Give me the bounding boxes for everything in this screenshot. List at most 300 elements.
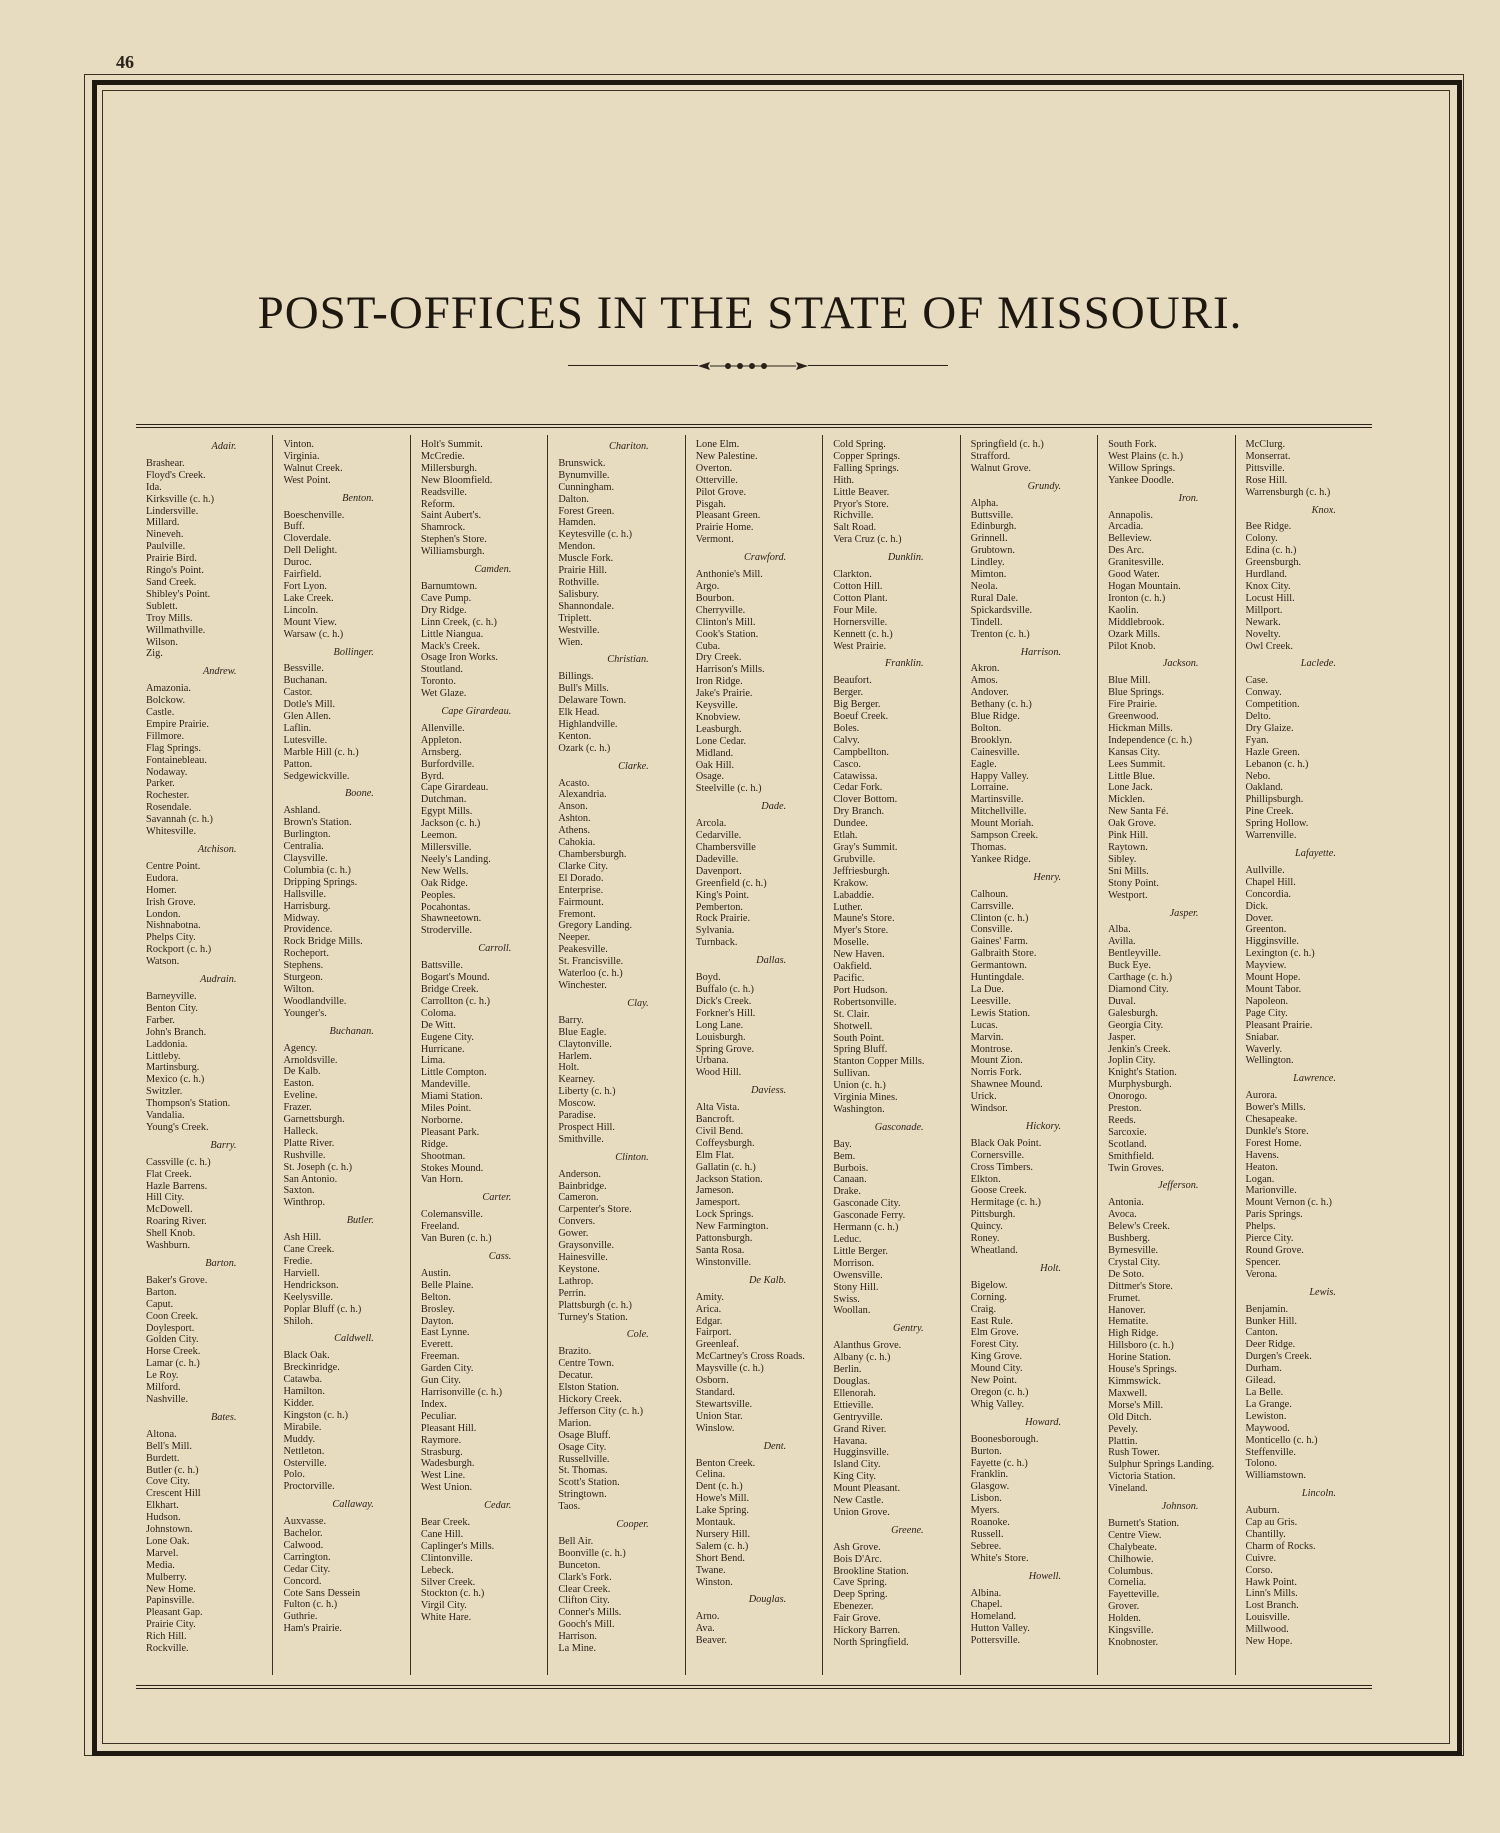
post-office-entry: Sulphur Springs Landing. (1108, 1459, 1215, 1471)
post-office-entry: Paulville. (146, 541, 186, 553)
post-office-entry: Sullivan. (833, 1068, 871, 1080)
county-heading: Greene. (891, 1524, 924, 1536)
post-office-entry: Cameron. (558, 1192, 599, 1204)
county-heading: Cass. (488, 1251, 512, 1262)
post-office-entry: Maune's Store. (833, 913, 895, 925)
title-ornament-divider (568, 360, 948, 372)
county-heading: Caldwell. (334, 1333, 374, 1345)
post-office-entry: Bynumville. (558, 469, 610, 481)
post-office-entry: Case. (1245, 675, 1269, 687)
post-office-entry: Port Hudson. (833, 984, 888, 996)
post-office-entry: Consville. (970, 924, 1013, 936)
county-heading: Lafayette. (1295, 848, 1336, 859)
post-office-entry: Granitesville. (1108, 557, 1164, 569)
post-office-entry: South Point. (833, 1032, 885, 1044)
post-office-entry: Pittsville. (1245, 462, 1285, 474)
post-office-entry: Greenleaf. (695, 1339, 739, 1351)
post-office-entry: Oak Grove. (1108, 818, 1157, 830)
post-office-entry: Roanoke. (970, 1517, 1010, 1529)
post-office-entry: Hamilton. (283, 1386, 325, 1398)
post-office-entry: Marvel. (146, 1547, 179, 1559)
post-office-entry: Bay. (833, 1138, 852, 1150)
post-office-entry: Luther. (833, 901, 863, 913)
post-office-entry: Des Arc. (1108, 545, 1145, 557)
post-office-entry: West Prairie. (833, 640, 887, 652)
county-heading: Knox. (1311, 504, 1336, 516)
county-heading: Barry. (210, 1139, 237, 1151)
post-office-entry: Thomas. (970, 842, 1007, 853)
post-office-entry: Canaan. (833, 1174, 867, 1186)
post-office-entry: Platte River. (283, 1137, 335, 1149)
post-office-entry: Owl Creek. (1245, 640, 1293, 652)
column-1 (136, 435, 273, 1675)
post-office-entry: Forkner's Hill. (695, 1007, 756, 1019)
post-office-entry: Littleby. (146, 1050, 181, 1062)
post-office-entry: Breckinridge. (283, 1362, 340, 1374)
post-office-entry: Rush Tower. (1108, 1447, 1160, 1459)
post-office-entry: Winstonville. (695, 1256, 752, 1268)
post-office-entry: La Belle. (1245, 1386, 1284, 1398)
county-heading: Iron. (1178, 492, 1199, 504)
post-office-entry: Jameson. (695, 1185, 734, 1197)
post-office-entry: Stewartsville. (695, 1398, 753, 1410)
post-office-entry: Short Bend. (695, 1552, 745, 1564)
post-office-entry: Hermitage (c. h.) (970, 1197, 1041, 1209)
post-office-entry: Gaines' Farm. (970, 936, 1028, 948)
post-office-entry: Belle Plaine. (420, 1279, 474, 1291)
post-office-entry: Lone Cedar. (695, 735, 747, 747)
post-office-entry: Spencer. (1245, 1256, 1281, 1268)
post-office-entry: Antonia. (1108, 1197, 1144, 1209)
post-office-entry: La Grange. (1245, 1398, 1292, 1410)
post-office-entry: Gasconade City. (833, 1198, 901, 1210)
post-office-entry: Gentryville. (833, 1411, 883, 1423)
post-office-entry: Lebanon (c. h.) (1245, 758, 1309, 770)
post-office-entry: Arno. (695, 1611, 720, 1623)
post-office-entry: Gallatin (c. h.) (695, 1161, 756, 1173)
post-office-entry: Old Ditch. (1108, 1411, 1152, 1423)
post-office-entry: Ozark (c. h.) (558, 742, 611, 754)
post-office-entry: Homer. (146, 884, 177, 896)
county-heading: Lincoln. (1301, 1488, 1336, 1500)
post-office-entry: Muddy. (283, 1433, 316, 1445)
post-office-entry: Wilson. (146, 636, 178, 648)
post-office-entry: Edinburgh. (970, 521, 1017, 533)
post-office-entry: Boonesborough. (970, 1433, 1039, 1445)
post-office-entry: Cotton Plant. (833, 592, 888, 604)
post-office-entry: Louisville. (1245, 1612, 1290, 1624)
post-office-entry: Hickory Barren. (833, 1625, 901, 1637)
post-office-entry: Polo. (283, 1469, 305, 1481)
post-office-entry: Linn Creek, (c. h.) (420, 616, 497, 628)
post-office-entry: Cahokia. (558, 837, 596, 849)
post-office-entry: Belleview. (1108, 533, 1152, 545)
post-office-entry: Barton. (146, 1286, 177, 1298)
post-office-entry: Montrose. (970, 1043, 1013, 1055)
county-heading: Adair. (211, 441, 237, 452)
post-office-entry: Dell Delight. (283, 545, 338, 557)
post-office-entry: Lake Spring. (695, 1505, 749, 1517)
post-office-entry: Sibley. (1108, 853, 1137, 865)
post-office-entry: McCredie. (420, 450, 465, 462)
post-office-entry: Brooklyn. (970, 734, 1013, 746)
post-office-entry: John's Branch. (146, 1026, 207, 1038)
post-office-entry: Mack's Creek. (420, 640, 480, 652)
post-office-entry: Shibley's Point. (146, 588, 211, 600)
post-office-entry: Appleton. (420, 734, 462, 746)
post-office-entry: Van Buren (c. h.) (420, 1233, 492, 1245)
post-office-entry: Concordia. (1245, 888, 1291, 900)
post-office-entry: Kaolin. (1108, 604, 1139, 616)
post-office-entry: Strafford. (970, 450, 1011, 462)
post-office-entry: Elm Grove. (970, 1327, 1019, 1339)
post-office-entry: Waterloo (c. h.) (558, 968, 623, 980)
post-office-entry: Middlebrook. (1108, 616, 1165, 628)
post-office-entry: Urbana. (695, 1055, 729, 1067)
post-office-entry: Millport. (1245, 604, 1283, 616)
post-office-entry: Pleasant Hill. (420, 1422, 477, 1434)
post-office-entry: Hutton Valley. (970, 1623, 1030, 1635)
post-office-entry: Dry Creek. (695, 652, 742, 664)
post-office-entry: Coon Creek. (146, 1310, 199, 1322)
post-office-entry: Rich Hill. (146, 1631, 187, 1643)
post-office-entry: New Castle. (833, 1495, 884, 1507)
county-heading: Carroll. (478, 943, 512, 955)
post-office-entry: Kearney. (558, 1074, 596, 1086)
post-office-entry: Campbellton. (833, 746, 889, 758)
post-office-entry: Duval. (1108, 995, 1136, 1007)
post-office-entry: Ringo's Point. (146, 565, 204, 577)
post-office-entry: Winchester. (558, 979, 607, 991)
post-office-entry: Trenton (c. h.) (970, 628, 1030, 640)
post-office-entry: Shawnee Mound. (970, 1079, 1043, 1091)
post-office-entry: Prospect Hill. (558, 1121, 615, 1133)
post-office-entry: Floyd's Creek. (146, 469, 206, 481)
post-office-entry: Overton. (695, 462, 733, 474)
post-office-entry: Keytesville (c. h.) (558, 529, 633, 541)
county-heading: Boone. (344, 788, 374, 800)
post-office-entry: Salt Road. (833, 522, 877, 534)
post-office-entry: Pleasant Park. (420, 1126, 480, 1138)
post-office-entry: Havana. (833, 1435, 868, 1447)
post-office-entry: Gray's Summit. (833, 842, 898, 853)
post-office-entry: Woodlandville. (283, 995, 347, 1007)
column-7 (961, 435, 1098, 1675)
post-office-entry: Fairport. (695, 1327, 732, 1339)
post-office-entry: Morse's Mill. (1108, 1399, 1164, 1411)
post-office-entry: Edina (c. h.) (1245, 545, 1297, 557)
post-office-entry: Flag Springs. (146, 742, 201, 754)
post-office-entry: Buttsville. (970, 509, 1014, 521)
post-office-entry: Ash Grove. (833, 1541, 881, 1553)
post-office-entry: Nettleton. (283, 1445, 325, 1457)
post-office-entry: Mound City. (970, 1363, 1023, 1375)
post-office-entry: Jackson Station. (695, 1173, 763, 1185)
post-office-entry: Garnettsburgh. (283, 1114, 345, 1126)
post-office-entry: Otterville. (695, 474, 738, 486)
post-office-entry: Harrisburg. (283, 900, 331, 912)
post-office-entry: Boeschenville. (283, 509, 345, 521)
post-office-entry: Vermont. (695, 534, 734, 546)
post-office-entry: Mount Pleasant. (833, 1483, 901, 1495)
post-office-entry: Peoples. (420, 889, 456, 901)
post-office-entry: East Rule. (970, 1315, 1013, 1327)
post-office-entry: Shiloh. (283, 1315, 313, 1327)
post-office-entry: Windsor. (970, 1103, 1008, 1115)
post-office-entry: Strasburg. (420, 1446, 463, 1458)
post-office-entry: Cave Spring. (833, 1577, 887, 1589)
post-office-entry: Monserrat. (1245, 450, 1291, 462)
post-office-entry: Burton. (970, 1445, 1002, 1457)
post-office-entry: Durham. (1245, 1363, 1282, 1375)
post-office-entry: Martinsville. (970, 794, 1024, 806)
county-heading: Bates. (210, 1411, 237, 1423)
post-office-entry: Arnoldsville. (283, 1054, 338, 1066)
post-office-entry: Aullville. (1245, 864, 1285, 876)
post-office-entry: Bigelow. (970, 1279, 1008, 1291)
post-office-entry: Pleasant Prairie. (1245, 1019, 1313, 1031)
post-office-entry: Fort Lyon. (283, 580, 327, 592)
post-office-entry: Dayton. (420, 1315, 454, 1327)
post-office-entry: Burdett. (146, 1452, 180, 1464)
post-office-entry: Sarcoxie. (1108, 1126, 1147, 1138)
post-office-entry: Mount Hope. (1245, 972, 1301, 984)
post-office-entry: Kimmswick. (1108, 1375, 1161, 1387)
post-office-entry: Empire Prairie. (146, 718, 209, 730)
post-office-entry: Mount Tabor. (1245, 983, 1302, 995)
post-office-entry: Graysonville. (558, 1240, 615, 1252)
post-office-entry: El Dorado. (558, 872, 604, 884)
post-office-entry: McCartney's Cross Roads. (695, 1351, 805, 1363)
post-office-entry: Dick's Creek. (695, 995, 752, 1007)
post-office-entry: Hill City. (146, 1192, 185, 1204)
post-office-entry: Stockton (c. h.) (420, 1588, 485, 1600)
post-office-entry: King Grove. (970, 1351, 1023, 1363)
post-office-entry: Pemberton. (695, 901, 743, 913)
post-office-entry: Aurora. (1245, 1090, 1278, 1102)
post-office-entry: Benjamin. (1245, 1303, 1289, 1315)
post-office-entry: Cave Pump. (420, 592, 472, 604)
post-office-entry: Glasgow. (970, 1481, 1010, 1493)
post-office-entry: Garden City. (420, 1363, 474, 1375)
post-office-entry: Kidder. (283, 1397, 315, 1409)
post-office-entry: Freeland. (420, 1221, 460, 1233)
post-office-entry: Hazle Barrens. (146, 1180, 208, 1192)
post-office-entry: Clintonville. (420, 1552, 473, 1564)
post-office-entry: West Plains (c. h.) (1108, 450, 1184, 462)
county-heading: Grundy. (1027, 480, 1062, 492)
post-office-entry: Phelps City. (146, 932, 196, 944)
county-heading: Douglas. (748, 1594, 787, 1606)
post-office-entry: Rushville. (283, 1149, 326, 1161)
post-office-entry: Smithfield. (1108, 1150, 1155, 1162)
post-office-entry: Clover Bottom. (833, 794, 898, 806)
post-office-entry: Little Compton. (420, 1067, 487, 1079)
post-office-entry: Proctorville. (283, 1481, 335, 1493)
post-office-entry: Brookline Station. (833, 1565, 909, 1577)
post-office-entry: Micklen. (1108, 794, 1145, 806)
post-office-entry: Grinnell. (970, 533, 1008, 545)
column-9 (1236, 435, 1372, 1675)
post-office-entry: Forest Home. (1245, 1137, 1302, 1149)
post-office-entry: New Palestine. (695, 450, 758, 462)
post-office-entry: Copper Springs. (833, 450, 901, 462)
post-office-entry: Stringtown. (558, 1489, 607, 1501)
county-heading: Buchanan. (329, 1025, 374, 1037)
post-office-entry: Laflin. (283, 722, 312, 734)
county-heading: De Kalb. (749, 1274, 787, 1286)
post-office-entry: Buffalo (c. h.) (695, 983, 754, 995)
post-office-entry: Amity. (695, 1291, 724, 1303)
post-office-entry: Smithville. (558, 1133, 604, 1145)
county-heading: Bollinger. (333, 646, 374, 658)
post-office-entry: Round Grove. (1245, 1245, 1304, 1256)
post-office-entry: Standard. (695, 1386, 735, 1398)
post-office-entry: Whitesville. (146, 826, 197, 838)
post-office-entry: Elston Station. (558, 1382, 619, 1394)
post-office-entry: Concord. (283, 1575, 322, 1587)
post-office-entry: Nashville. (146, 1393, 189, 1405)
post-office-entry: Bushberg. (1108, 1233, 1150, 1245)
post-office-entry: Miles Point. (420, 1103, 472, 1115)
post-office-entry: Hanover. (1108, 1304, 1146, 1316)
post-office-entry: Wadesburgh. (420, 1458, 475, 1470)
post-office-entry: Buff. (283, 521, 305, 533)
post-office-entry: Reeds. (1108, 1114, 1136, 1126)
post-office-entry: Leemon. (420, 830, 458, 842)
post-office-entry: Zig. (146, 648, 163, 660)
post-office-entry: Elkhart. (146, 1500, 179, 1512)
post-office-entry: Good Water. (1108, 569, 1160, 581)
post-office-entry: Winthrop. (283, 1197, 326, 1209)
post-office-entry: Blue Springs. (1108, 687, 1165, 699)
post-office-entry: Burnett's Station. (1108, 1517, 1180, 1529)
post-office-entry: Mount Moriah. (970, 818, 1034, 830)
post-office-entry: Nursery Hill. (695, 1528, 751, 1540)
post-office-entry: Santa Rosa. (695, 1245, 745, 1256)
post-office-entry: Greensburgh. (1245, 557, 1302, 569)
post-office-entry: Battsville. (420, 960, 463, 972)
post-office-entry: Union Star. (695, 1410, 743, 1422)
post-office-entry: Dalton. (558, 493, 589, 505)
county-heading: Callaway. (332, 1499, 374, 1511)
post-office-entry: Anson. (558, 801, 588, 813)
post-office-entry: Lincoln. (283, 604, 319, 616)
post-office-entry: Pottersville. (970, 1635, 1021, 1647)
post-office-entry: Boeuf Creek. (833, 711, 889, 723)
post-office-entry: Dry Branch. (833, 806, 885, 818)
post-office-entry: Hurdland. (1245, 569, 1287, 581)
post-office-entry: Ham's Prairie. (283, 1623, 342, 1635)
post-office-entry: Lewiston. (1245, 1410, 1287, 1422)
post-office-entry: Forest City. (970, 1339, 1019, 1351)
post-office-entry: Plattsburgh (c. h.) (558, 1299, 632, 1311)
post-office-entry: Pittsburgh. (970, 1209, 1016, 1221)
post-office-entry: Blue Mill. (1108, 675, 1151, 687)
post-office-entry: Conner's Mills. (558, 1607, 622, 1619)
post-office-entry: Grubtown. (970, 545, 1015, 557)
post-office-entry: Claytonville. (558, 1038, 612, 1050)
post-office-entry: Stony Hill. (833, 1281, 879, 1293)
county-heading: Harrison. (1020, 646, 1062, 658)
post-office-entry: Rose Hill. (1245, 474, 1288, 486)
post-office-entry: Chantilly. (1245, 1528, 1286, 1540)
post-office-entry: Barry. (558, 1014, 584, 1026)
post-office-entry: Wellington. (1245, 1055, 1294, 1067)
post-office-entry: Midland. (695, 747, 734, 759)
post-office-entry: Enterprise. (558, 884, 604, 896)
county-heading: Holt. (1040, 1262, 1062, 1274)
post-office-entry: Doylesport. (146, 1322, 195, 1334)
post-office-entry: Cook's Station. (695, 628, 759, 640)
post-office-entry: Rock Prairie. (695, 913, 751, 925)
post-office-entry: Conway. (1245, 687, 1282, 699)
post-office-entry: Cuivre. (1245, 1552, 1277, 1564)
post-office-entry: Salisbury. (558, 588, 600, 600)
post-office-entry: Pierce City. (1245, 1233, 1294, 1245)
post-office-entry: Deer Ridge. (1245, 1339, 1296, 1351)
post-office-entry: Arcola. (695, 818, 727, 830)
post-office-entry: Clarke City. (558, 860, 608, 872)
post-office-entry: Hallsville. (283, 888, 327, 900)
post-office-entry: Greenwood. (1108, 711, 1159, 723)
post-office-entry: Bridge Creek. (420, 983, 479, 995)
post-office-entry: Alpha. (970, 497, 999, 509)
post-office-entry: Durgen's Creek. (1245, 1351, 1312, 1363)
post-office-entry: Cold Spring. (833, 439, 886, 450)
post-office-entry: Higginsville. (1245, 936, 1299, 948)
post-office-entry: Neely's Landing. (420, 853, 491, 865)
post-office-entry: King's Point. (695, 889, 750, 901)
post-office-entry: Centralia. (283, 841, 324, 853)
post-office-entry: Baker's Grove. (146, 1274, 208, 1286)
post-office-entry: Prairie Bird. (146, 553, 197, 565)
post-office-entry: Claysville. (283, 853, 328, 864)
post-office-entry: Lisbon. (970, 1493, 1002, 1505)
post-office-entry: Brunswick. (558, 457, 606, 469)
post-office-entry: Osage Iron Works. (420, 652, 498, 664)
post-office-entry: Brashear. (146, 457, 185, 469)
post-office-entry: Dundee. (833, 818, 868, 830)
post-office-entry: Watson. (146, 956, 180, 968)
post-office-entry: Grover. (1108, 1601, 1140, 1613)
post-office-entry: Sebree. (970, 1540, 1002, 1552)
post-office-entry: Ironton (c. h.) (1108, 592, 1166, 604)
post-office-entry: Clark's Fork. (558, 1571, 612, 1583)
post-office-entry: Burbois. (833, 1162, 869, 1174)
post-office-entry: Osborn. (695, 1375, 729, 1387)
post-office-entry: Robertsonville. (833, 996, 897, 1008)
post-office-entry: Island City. (833, 1459, 881, 1471)
county-heading: Henry. (1033, 871, 1062, 883)
post-office-entry: Guthrie. (283, 1611, 318, 1623)
post-office-entry: Steffenville. (1245, 1446, 1296, 1458)
post-office-entry: McClurg. (1245, 439, 1286, 450)
post-office-entry: Clinton's Mill. (695, 616, 756, 628)
post-office-entry: Oregon (c. h.) (970, 1386, 1029, 1398)
post-office-entry: White's Store. (970, 1552, 1029, 1564)
post-office-entry: Stroderville. (420, 925, 473, 937)
post-office-entry: Leasburgh. (695, 723, 742, 735)
post-office-entry: West Line. (420, 1470, 466, 1482)
post-office-entry: Colony. (1245, 533, 1278, 545)
post-office-entry: Reform. (420, 498, 455, 510)
post-office-entry: Charm of Rocks. (1245, 1540, 1316, 1552)
county-heading: Dade. (761, 801, 787, 813)
post-office-entry: Victoria Station. (1108, 1471, 1176, 1483)
post-office-entry: Farber. (146, 1014, 175, 1026)
post-office-entry: Pink Hill. (1108, 830, 1149, 842)
